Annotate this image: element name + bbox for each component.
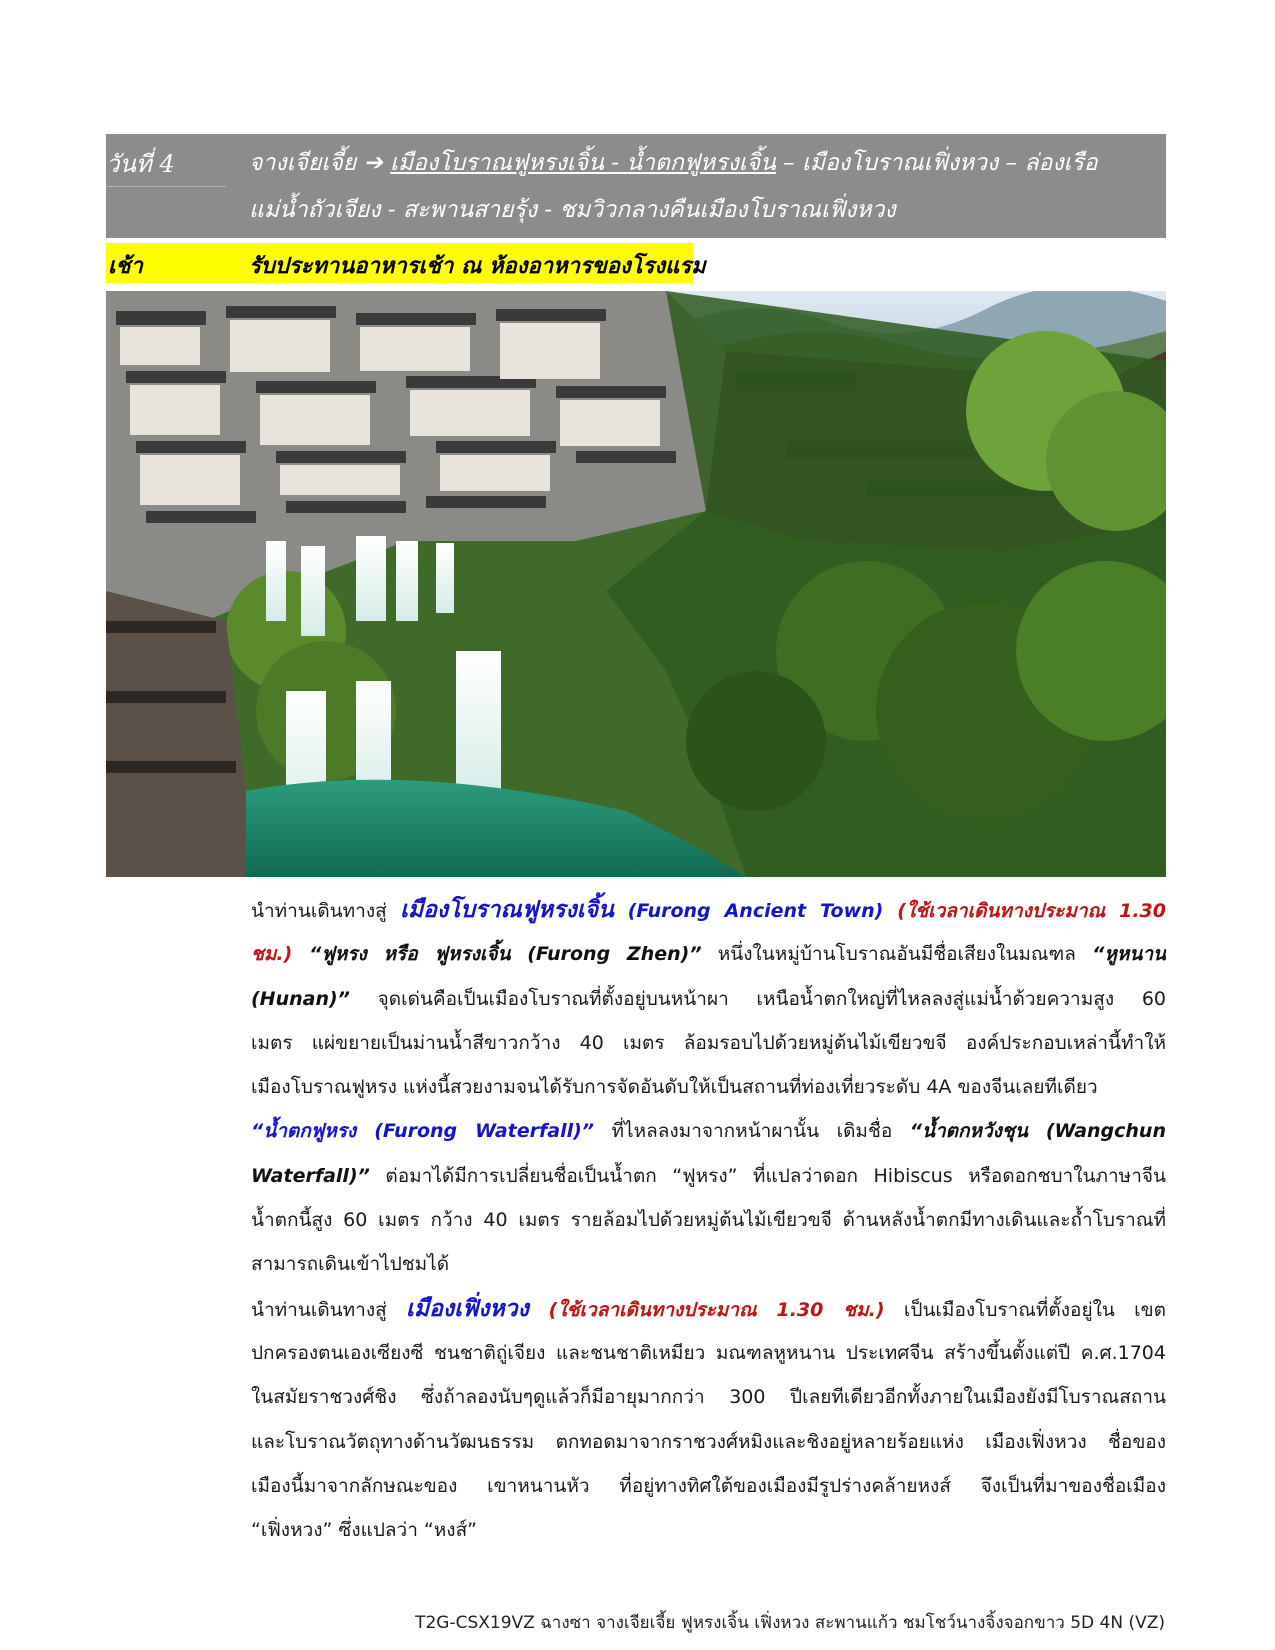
meal-bar xyxy=(106,243,706,283)
text: จุดเด่นคือเป็นเมืองโบราณที่ตั้งอยู่บนหน้าผา เหนือน้ำตกใหญ่ที่ไหลลงสู่แม่น้ำด้วยความสูง 60 xyxy=(349,987,1166,1010)
paragraph-1-line-2 xyxy=(251,932,1166,976)
paragraph-2-line-4: สามารถเดินเข้าไปชมได้ xyxy=(251,1253,450,1276)
day-label-divider xyxy=(106,186,226,187)
wangchun-waterfall-name-end: Waterfall)” xyxy=(251,1164,370,1187)
page-footer: T2G-CSX19VZ ฉางซา จางเจียเจี้ย ฟูหรงเจิ้น เฟิ่งหวง สะพานแก้ว ชมโชว์นางจิ้งจอกขาว 5D 4N (VZ) xyxy=(415,1613,1165,1633)
paragraph-3-line-1 xyxy=(251,1287,1166,1331)
place-name-furong: เมืองโบราณฟูหรงเจิ้น xyxy=(400,897,614,923)
travel-time-note-end: ชม.) xyxy=(251,943,293,966)
paragraph-3-line-5: เมืองนี้มาจากลักษณะของ เขาหนานหัว ที่อยู่ทางทิศใต้ของเมืองมีรูปร่างคล้ายหงส์ จึงเป็นที่มาของชื่อเมือง xyxy=(251,1474,1166,1497)
paragraph-2-line-3: น้ำตกนี้สูง 60 เมตร กว้าง 40 เมตร รายล้อมไปด้วยหมู่ต้นไม้เขียวขจี ด้านหลังน้ำตกมีทางเดินและถ้ำโบราณที่ xyxy=(251,1209,1166,1232)
itinerary-line-1 xyxy=(249,140,1164,187)
text: เป็นเมืองโบราณที่ตั้งอยู่ใน เขต xyxy=(884,1298,1166,1321)
article-body xyxy=(251,888,1166,1552)
meal-time-label: เช้า xyxy=(108,253,143,279)
paragraph-3-line-3: ในสมัยราชวงศ์ชิง ซึ่งถ้าลองนับๆดูแล้วก็มีอายุมากกว่า 300 ปีเลยทีเดียวอีกทั้งภายในเมืองยังมีโบราณสถาน xyxy=(251,1386,1166,1409)
hunan-name-en: (Hunan)” xyxy=(251,987,350,1010)
paragraph-1-line-3 xyxy=(251,977,1166,1021)
itinerary-link[interactable]: เมืองโบราณฟูหรงเจิ้น - น้ำตกฟูหรงเจิ้น xyxy=(390,150,776,176)
paragraph-2-line-1 xyxy=(251,1109,1166,1153)
paragraph-3-line-6: “เฟิ่งหวง” ซึ่งแปลว่า “หงส์” xyxy=(251,1519,478,1542)
paragraph-3-line-2: ปกครองตนเองเซียงซี ชนชาติถู่เจียง และชนชาติเหมียว มณฑลหูหนาน ประเทศจีน สร้างขึ้นตั้งแต่ปี ค.ศ.1704 xyxy=(251,1341,1166,1364)
text: หนึ่งในหมู่บ้านโบราณอันมีชื่อเสียงในมณฑล xyxy=(701,943,1093,966)
paragraph-2-line-2 xyxy=(251,1154,1166,1198)
paragraph-1-line-1 xyxy=(251,888,1166,932)
day-header xyxy=(106,134,1166,238)
furong-town-photo xyxy=(106,291,1166,877)
place-name-fenghuang: เมืองเฟิ่งหวง xyxy=(406,1295,529,1322)
place-name-en: (Furong Ancient Town) xyxy=(613,900,884,922)
paragraph-1-line-4: เมตร แผ่ขยายเป็นม่านน้ำสีขาวกว้าง 40 เมตร ล้อมรอบไปด้วยหมู่ต้นไม้เขียวขจี องค์ประกอบเหล่านี้ทำให้ xyxy=(251,1031,1166,1054)
furong-zhen-name: “ฟูหรง หรือ ฟูหรงเจิ้น (Furong Zhen)” xyxy=(292,943,702,966)
meal-description: รับประทานอาหารเช้า ณ ห้องอาหารของโรงแรม xyxy=(249,253,706,279)
day-label: วันที่ 4 xyxy=(106,150,175,178)
itinerary-origin: จางเจียเจี้ย xyxy=(249,150,364,176)
paragraph-3-line-4: และโบราณวัตถุทางด้านวัฒนธรรม ตกทอดมาจากราชวงศ์หมิงและชิงอยู่หลายร้อยแห่ง เมืองเฟิ่งหวง ชื่อของ xyxy=(251,1430,1166,1453)
travel-time-note: (ใช้เวลาเดินทางประมาณ 1.30 xyxy=(883,900,1166,922)
furong-waterfall-town-photo-icon xyxy=(106,291,1166,877)
text: ต่อมาได้มีการเปลี่ยนชื่อเป็นน้ำตก “ฟูหรง” ที่แปลว่าดอก Hibiscus หรือดอกชบาในภาษาจีน xyxy=(369,1164,1166,1187)
itinerary-line-2: แม่น้ำถัวเจียง - สะพานสายรุ้ง - ชมวิวกลางคืนเมืองโบราณเฟิ่งหวง xyxy=(249,197,896,223)
text: ที่ไหลลงมาจากหน้าผานั้น เดิมชื่อ xyxy=(594,1120,910,1143)
arrow-right-icon: ➔ xyxy=(363,150,383,176)
wangchun-waterfall-name: “น้ำตกหวังชุน (Wangchun xyxy=(909,1120,1166,1143)
text: นำท่านเดินทางสู่ xyxy=(251,1298,407,1321)
text: นำท่านเดินทางสู่ xyxy=(251,900,401,922)
hunan-name: “หูหนาน xyxy=(1092,943,1166,966)
furong-waterfall-name: “น้ำตกฟูหรง (Furong Waterfall)” xyxy=(251,1120,595,1143)
day-itinerary-title xyxy=(249,140,1164,234)
travel-time-note-2: (ใช้เวลาเดินทางประมาณ 1.30 ชม.) xyxy=(528,1298,885,1321)
paragraph-1-line-5: เมืองโบราณฟูหรง แห่งนี้สวยงามจนได้รับการจัดอันดับให้เป็นสถานที่ท่องเที่ยวระดับ 4A ของจีนเลยทีเดียว xyxy=(251,1076,1098,1099)
itinerary-rest: – เมืองโบราณเฟิ่งหวง – ล่องเรือ xyxy=(775,150,1098,176)
